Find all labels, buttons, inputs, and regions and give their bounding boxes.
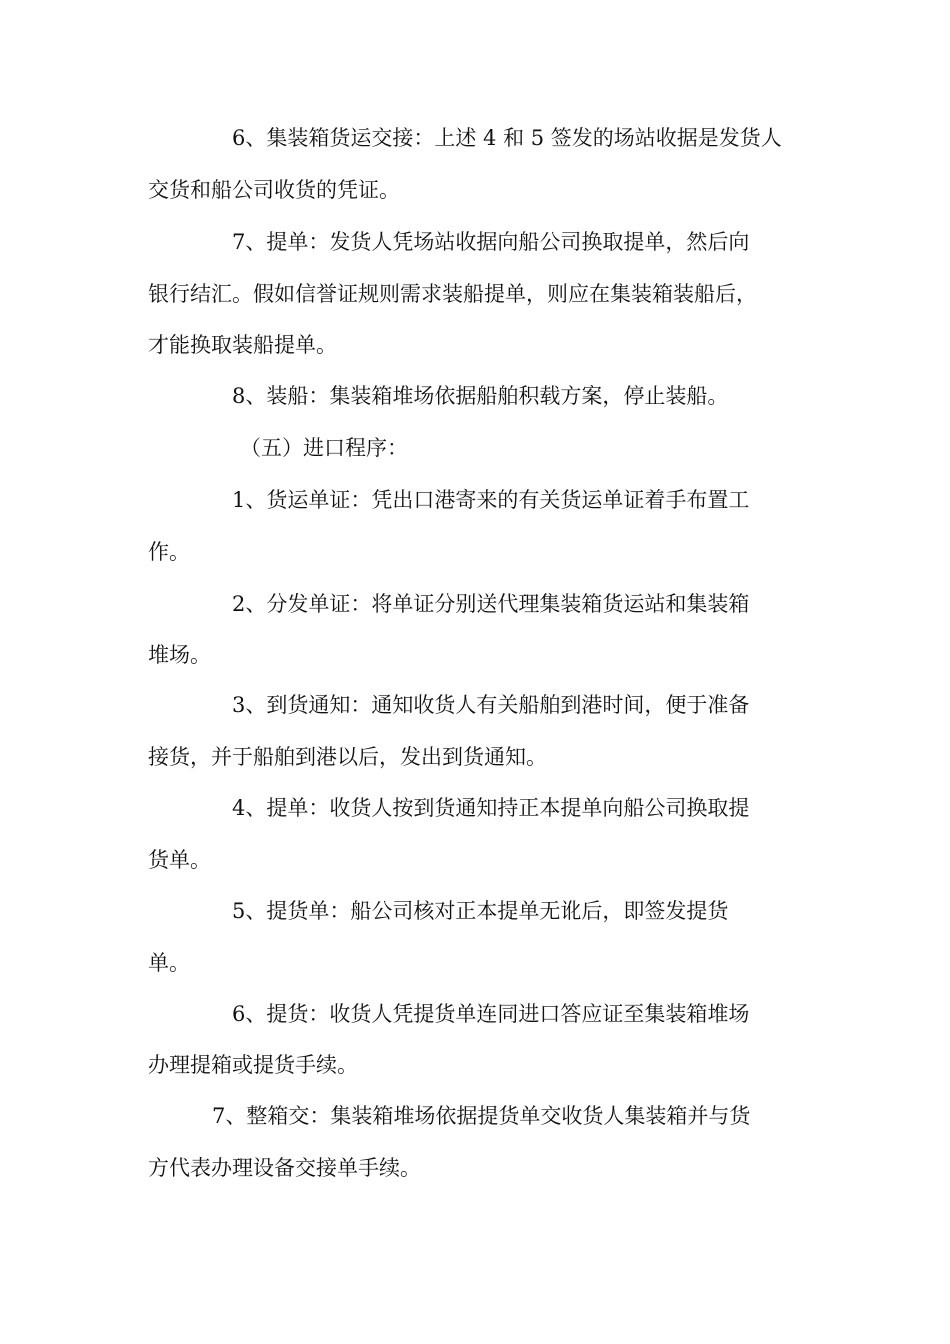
paragraph-line: 7、提单：发货人凭场站收据向船公司换取提单，然后向 <box>232 230 750 254</box>
paragraph-line: 5、提货单：船公司核对正本提单无讹后，即签发提货 <box>232 899 729 923</box>
paragraph-line: 才能换取装船提单。 <box>148 333 337 357</box>
paragraph-line: 方代表办理设备交接单手续。 <box>148 1156 421 1180</box>
paragraph-line: 交货和船公司收货的凭证。 <box>148 178 400 202</box>
paragraph-line: 7、整箱交：集装箱堆场依据提货单交收货人集装箱并与货 <box>212 1104 751 1128</box>
paragraph-line: 4、提单：收货人按到货通知持正本提单向船公司换取提 <box>232 796 750 820</box>
paragraph-line: 银行结汇。假如信誉证规则需求装船提单，则应在集装箱装船后， <box>148 282 757 306</box>
paragraph-line: 堆场。 <box>148 643 211 667</box>
paragraph-line: 6、集装箱货运交接：上述 4 和 5 签发的场站收据是发货人 <box>232 126 782 150</box>
paragraph-line: 3、到货通知：通知收货人有关船舶到港时间，便于准备 <box>232 693 750 717</box>
paragraph-line: 办理提箱或提货手续。 <box>148 1053 358 1077</box>
paragraph-line: 作。 <box>148 540 190 564</box>
paragraph-line: 6、提货：收货人凭提货单连同进口答应证至集装箱堆场 <box>232 1002 750 1026</box>
paragraph-line: 8、装船：集装箱堆场依据船舶积载方案，停止装船。 <box>232 384 729 408</box>
section-heading: （五）进口程序： <box>240 436 408 460</box>
paragraph-line: 1、货运单证：凭出口港寄来的有关货运单证着手布置工 <box>232 488 750 512</box>
paragraph-line: 单。 <box>148 951 190 975</box>
paragraph-line: 货单。 <box>148 848 211 872</box>
paragraph-line: 接货，并于船舶到港以后，发出到货通知。 <box>148 745 547 769</box>
paragraph-line: 2、分发单证：将单证分别送代理集装箱货运站和集装箱 <box>232 592 750 616</box>
